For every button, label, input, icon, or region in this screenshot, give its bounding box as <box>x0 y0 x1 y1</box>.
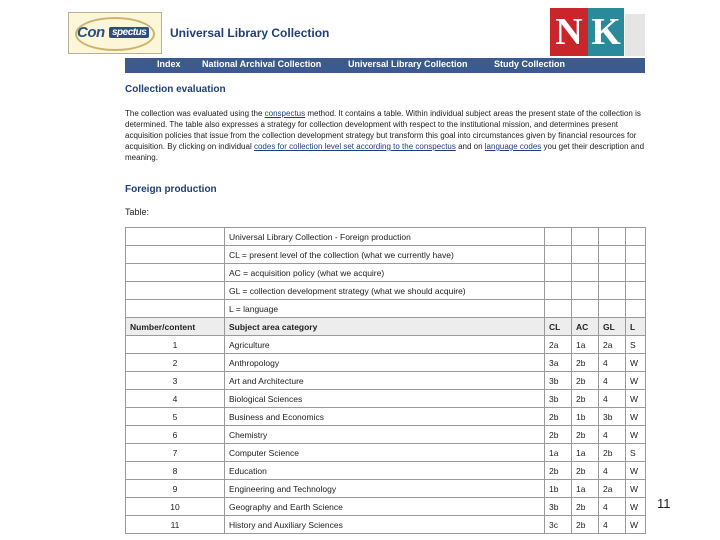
row-ac: 2b <box>572 354 599 372</box>
nav-universal-library[interactable]: Universal Library Collection <box>348 59 468 69</box>
row-number: 3 <box>126 372 225 390</box>
row-subject: Engineering and Technology <box>225 480 545 498</box>
row-ac: 1a <box>572 444 599 462</box>
table-row <box>126 462 646 480</box>
legend-cl: CL = present level of the collection (what we currently have) <box>225 246 545 264</box>
empty-cell <box>572 300 599 318</box>
empty-cell <box>572 264 599 282</box>
empty-cell <box>626 246 646 264</box>
row-subject: Business and Economics <box>225 408 545 426</box>
row-gl: 2a <box>599 480 626 498</box>
language-codes-link[interactable]: language codes <box>484 142 542 151</box>
row-gl: 2b <box>599 444 626 462</box>
table-row <box>126 498 646 516</box>
table-row <box>126 390 646 408</box>
row-gl: 4 <box>599 390 626 408</box>
empty-cell <box>126 246 225 264</box>
row-cl: 3b <box>545 372 572 390</box>
row-ac: 2b <box>572 462 599 480</box>
empty-cell <box>572 282 599 300</box>
table-row <box>126 426 646 444</box>
table-row <box>126 480 646 498</box>
empty-cell <box>599 228 626 246</box>
conspectus-logo[interactable] <box>68 12 162 54</box>
row-gl: 4 <box>599 372 626 390</box>
page-number: 11 <box>657 496 671 511</box>
row-cl: 3c <box>545 516 572 534</box>
row-number: 4 <box>126 390 225 408</box>
row-subject: Anthropology <box>225 354 545 372</box>
row-gl: 4 <box>599 354 626 372</box>
row-language: W <box>626 408 646 426</box>
para-part-2: method. It contains a table. Within individual subject areas the present state of the collection is determined. The table also expresses a strategy for collection development with respect to the institutional mission, and determines present acquisition policies that issue from the collection development strategy but transform this goal into circumstances given by financial resources for acquisition. By clicking on individual <box>125 109 641 151</box>
nav-national-archival[interactable]: National Archival Collection <box>202 59 322 69</box>
row-language: W <box>626 516 646 534</box>
header-l: L <box>626 318 646 336</box>
empty-cell <box>545 282 572 300</box>
collection-evaluation-heading: Collection evaluation <box>125 84 226 95</box>
empty-cell <box>545 300 572 318</box>
row-cl: 2b <box>545 462 572 480</box>
row-number: 8 <box>126 462 225 480</box>
row-subject: History and Auxiliary Sciences <box>225 516 545 534</box>
header-cl: CL <box>545 318 572 336</box>
row-ac: 1a <box>572 336 599 354</box>
row-cl: 3b <box>545 498 572 516</box>
row-gl: 3b <box>599 408 626 426</box>
legend-ac: AC = acquisition policy (what we acquire) <box>225 264 545 282</box>
nav-index[interactable]: Index <box>157 59 181 69</box>
row-gl: 4 <box>599 498 626 516</box>
empty-cell <box>126 264 225 282</box>
row-subject: Biological Sciences <box>225 390 545 408</box>
row-subject: Education <box>225 462 545 480</box>
row-number: 5 <box>126 408 225 426</box>
row-language: W <box>626 462 646 480</box>
row-ac: 1b <box>572 408 599 426</box>
collection-table <box>125 227 646 534</box>
nav-study-collection[interactable]: Study Collection <box>494 59 566 69</box>
table-label: Table: <box>125 207 150 217</box>
table-title: Universal Library Collection - Foreign production <box>225 228 545 246</box>
table-row <box>126 444 646 462</box>
row-cl: 3a <box>545 354 572 372</box>
row-subject: Chemistry <box>225 426 545 444</box>
empty-cell <box>599 300 626 318</box>
empty-cell <box>626 300 646 318</box>
row-language: W <box>626 354 646 372</box>
nk-logo-k: K <box>588 8 624 56</box>
row-ac: 2b <box>572 390 599 408</box>
row-gl: 4 <box>599 426 626 444</box>
row-subject: Computer Science <box>225 444 545 462</box>
table-row <box>126 354 646 372</box>
row-language: W <box>626 480 646 498</box>
header-number: Number/content <box>126 318 225 336</box>
para-part-3: and on <box>455 142 485 151</box>
empty-cell <box>626 264 646 282</box>
header-subject: Subject area category <box>225 318 545 336</box>
table-row <box>126 408 646 426</box>
row-language: W <box>626 426 646 444</box>
empty-cell <box>572 246 599 264</box>
row-ac: 2b <box>572 372 599 390</box>
para-part-1: The collection was evaluated using the <box>125 109 265 118</box>
header-ac: AC <box>572 318 599 336</box>
empty-cell <box>599 282 626 300</box>
row-gl: 2a <box>599 336 626 354</box>
empty-cell <box>599 246 626 264</box>
row-number: 1 <box>126 336 225 354</box>
row-cl: 2b <box>545 408 572 426</box>
row-number: 10 <box>126 498 225 516</box>
row-gl: 4 <box>599 462 626 480</box>
row-language: S <box>626 444 646 462</box>
row-cl: 2a <box>545 336 572 354</box>
empty-cell <box>545 228 572 246</box>
row-language: W <box>626 498 646 516</box>
site-title: Universal Library Collection <box>170 26 330 40</box>
empty-cell <box>126 300 225 318</box>
legend-l: L = language <box>225 300 545 318</box>
row-number: 9 <box>126 480 225 498</box>
empty-cell <box>599 264 626 282</box>
row-number: 7 <box>126 444 225 462</box>
conspectus-link[interactable]: conspectus <box>264 109 306 118</box>
para-part-4: you get their description and meaning. <box>125 142 645 162</box>
empty-cell <box>626 282 646 300</box>
row-cl: 3b <box>545 390 572 408</box>
row-language: W <box>626 372 646 390</box>
row-cl: 2b <box>545 426 572 444</box>
collection-level-codes-link[interactable]: codes for collection level set according to the conspectus <box>253 142 456 151</box>
table-row <box>126 372 646 390</box>
table-row <box>126 516 646 534</box>
row-subject: Art and Architecture <box>225 372 545 390</box>
logo-text <box>77 24 147 41</box>
row-number: 11 <box>126 516 225 534</box>
row-gl: 4 <box>599 516 626 534</box>
row-ac: 2b <box>572 516 599 534</box>
row-subject: Geography and Earth Science <box>225 498 545 516</box>
nk-logo[interactable] <box>550 8 624 56</box>
row-cl: 1b <box>545 480 572 498</box>
table-corner-cell <box>126 228 225 246</box>
empty-cell <box>126 282 225 300</box>
legend-gl: GL = collection development strategy (what we should acquire) <box>225 282 545 300</box>
empty-cell <box>545 246 572 264</box>
logo-text-main: Con <box>77 24 105 41</box>
empty-cell <box>545 264 572 282</box>
logo-text-sub: spectus <box>109 27 149 38</box>
row-number: 6 <box>126 426 225 444</box>
row-ac: 1a <box>572 480 599 498</box>
empty-cell <box>626 228 646 246</box>
row-ac: 2b <box>572 498 599 516</box>
nk-logo-n: N <box>550 8 588 56</box>
row-number: 2 <box>126 354 225 372</box>
nav-bar <box>125 58 645 73</box>
row-language: S <box>626 336 646 354</box>
evaluation-paragraph <box>125 108 645 163</box>
row-subject: Agriculture <box>225 336 545 354</box>
header-gl: GL <box>599 318 626 336</box>
row-language: W <box>626 390 646 408</box>
empty-cell <box>572 228 599 246</box>
row-cl: 1a <box>545 444 572 462</box>
header-gray-band <box>625 14 645 56</box>
foreign-production-heading: Foreign production <box>125 184 217 195</box>
row-ac: 2b <box>572 426 599 444</box>
table-row <box>126 336 646 354</box>
